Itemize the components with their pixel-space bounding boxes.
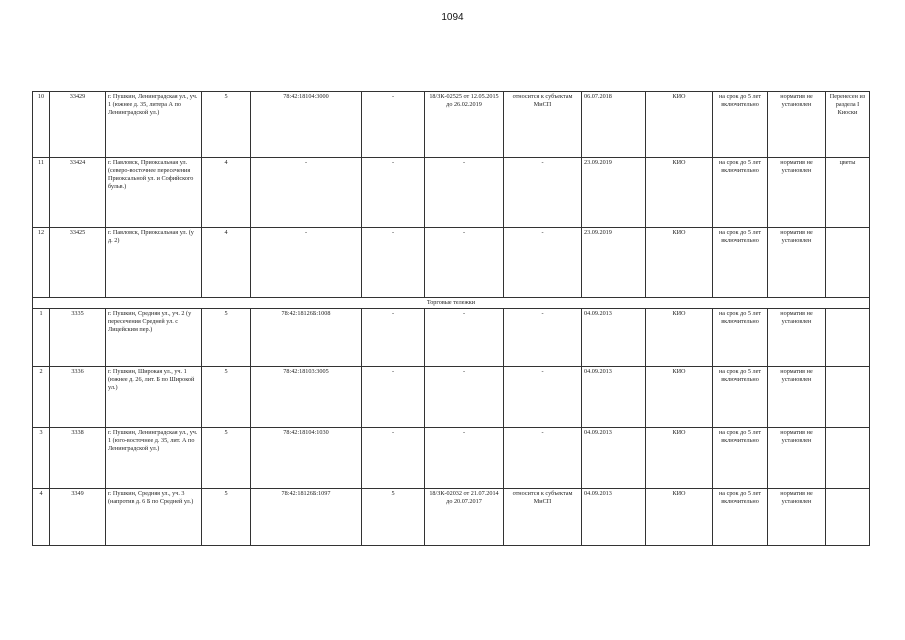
row-date: 23.09.2019: [582, 158, 646, 228]
section-row: [33, 298, 870, 309]
row-org: КИО: [646, 489, 713, 546]
row-number: 12: [33, 228, 50, 298]
row-col8: относится к субъектам МиСП: [504, 489, 582, 546]
row-address: г. Пушкин, Средняя ул., уч. 3 (напротив д. 6 Б по Средней ул.): [106, 489, 202, 546]
row-id: 33424: [50, 158, 106, 228]
row-col6: -: [362, 228, 425, 298]
row-note: [826, 309, 870, 367]
table-row: [33, 158, 870, 228]
table-row: [33, 489, 870, 546]
row-note: [826, 428, 870, 489]
row-org: КИО: [646, 367, 713, 428]
row-contract: -: [425, 158, 504, 228]
row-date: 04.09.2013: [582, 489, 646, 546]
row-org: КИО: [646, 428, 713, 489]
row-contract: -: [425, 309, 504, 367]
row-address: г. Пушкин, Широкая ул., уч. 1 (южнее д. 26, лит. Б по Широкой ул.): [106, 367, 202, 428]
row-norm: норматив не установлен: [768, 367, 826, 428]
row-places: 5: [202, 92, 251, 158]
row-cadastral: 78:42:18104:3000: [251, 92, 362, 158]
row-number: 2: [33, 367, 50, 428]
row-norm: норматив не установлен: [768, 158, 826, 228]
section-title: Торговые тележки: [33, 298, 870, 309]
row-places: 5: [202, 428, 251, 489]
row-id: 3349: [50, 489, 106, 546]
table-row: [33, 367, 870, 428]
row-contract: -: [425, 367, 504, 428]
row-places: 4: [202, 228, 251, 298]
row-term: на срок до 5 лет включительно: [713, 489, 768, 546]
row-col8: относится к субъектам МиСП: [504, 92, 582, 158]
row-date: 06.07.2018: [582, 92, 646, 158]
row-note: [826, 367, 870, 428]
row-date: 04.09.2013: [582, 309, 646, 367]
row-cadastral: -: [251, 158, 362, 228]
page-number: 1094: [441, 12, 464, 23]
row-note: цветы: [826, 158, 870, 228]
row-term: на срок до 5 лет включительно: [713, 158, 768, 228]
row-date: 04.09.2013: [582, 428, 646, 489]
row-contract: 18/ЗК-02032 от 21.07.2014 до 20.07.2017: [425, 489, 504, 546]
row-org: КИО: [646, 228, 713, 298]
row-places: 4: [202, 158, 251, 228]
row-col8: -: [504, 158, 582, 228]
row-norm: норматив не установлен: [768, 428, 826, 489]
row-contract: -: [425, 228, 504, 298]
row-norm: норматив не установлен: [768, 92, 826, 158]
row-contract: 18/ЗК-02525 от 12.05.2015 до 26.02.2019: [425, 92, 504, 158]
row-norm: норматив не установлен: [768, 309, 826, 367]
row-contract: -: [425, 428, 504, 489]
row-cadastral: 78:42:18103:3005: [251, 367, 362, 428]
row-org: КИО: [646, 92, 713, 158]
row-address: г. Пушкин, Средняя ул., уч. 2 (у пересечения Средней ул. с Лицейским пер.): [106, 309, 202, 367]
row-col8: -: [504, 428, 582, 489]
row-col6: -: [362, 158, 425, 228]
row-note: [826, 228, 870, 298]
row-id: 3338: [50, 428, 106, 489]
row-cadastral: 78:42:18126Б:1097: [251, 489, 362, 546]
row-col8: -: [504, 367, 582, 428]
row-cadastral: 78:42:18104:1030: [251, 428, 362, 489]
row-address: г. Пушкин, Ленинградская ул., уч. 1 (юго-восточнее д. 35, лит. А по Ленинградской ул.): [106, 428, 202, 489]
row-places: 5: [202, 309, 251, 367]
row-number: 3: [33, 428, 50, 489]
row-norm: норматив не установлен: [768, 489, 826, 546]
row-number: 10: [33, 92, 50, 158]
row-places: 5: [202, 367, 251, 428]
row-address: г. Павловск, Приоксальная ул. (северо-восточнее пересечения Приоксальной ул. и Софийского бульв.): [106, 158, 202, 228]
row-term: на срок до 5 лет включительно: [713, 367, 768, 428]
registry-table: [32, 91, 870, 546]
table-row: [33, 309, 870, 367]
row-date: 23.09.2019: [582, 228, 646, 298]
row-term: на срок до 5 лет включительно: [713, 428, 768, 489]
row-cadastral: 78:42:18126Б:1008: [251, 309, 362, 367]
row-id: 33425: [50, 228, 106, 298]
row-cadastral: -: [251, 228, 362, 298]
row-norm: норматив не установлен: [768, 228, 826, 298]
row-org: КИО: [646, 158, 713, 228]
row-col6: -: [362, 367, 425, 428]
row-id: 33429: [50, 92, 106, 158]
row-date: 04.09.2013: [582, 367, 646, 428]
row-term: на срок до 5 лет включительно: [713, 228, 768, 298]
row-address: г. Павловск, Приоксальная ул. (у д. 2): [106, 228, 202, 298]
row-places: 5: [202, 489, 251, 546]
row-term: на срок до 5 лет включительно: [713, 309, 768, 367]
row-col8: -: [504, 309, 582, 367]
row-number: 11: [33, 158, 50, 228]
row-number: 1: [33, 309, 50, 367]
row-note: [826, 489, 870, 546]
table-row: [33, 428, 870, 489]
row-col6: -: [362, 92, 425, 158]
row-org: КИО: [646, 309, 713, 367]
table-row: [33, 92, 870, 158]
row-col6: -: [362, 428, 425, 489]
row-col8: -: [504, 228, 582, 298]
row-col6: 5: [362, 489, 425, 546]
row-id: 3336: [50, 367, 106, 428]
row-note: Перенесен из раздела I Киоски: [826, 92, 870, 158]
row-col6: -: [362, 309, 425, 367]
row-number: 4: [33, 489, 50, 546]
row-id: 3335: [50, 309, 106, 367]
row-address: г. Пушкин, Ленинградская ул., уч. 1 (южнее д. 35, литера А по Ленинградской ул.): [106, 92, 202, 158]
row-term: на срок до 5 лет включительно: [713, 92, 768, 158]
table-row: [33, 228, 870, 298]
